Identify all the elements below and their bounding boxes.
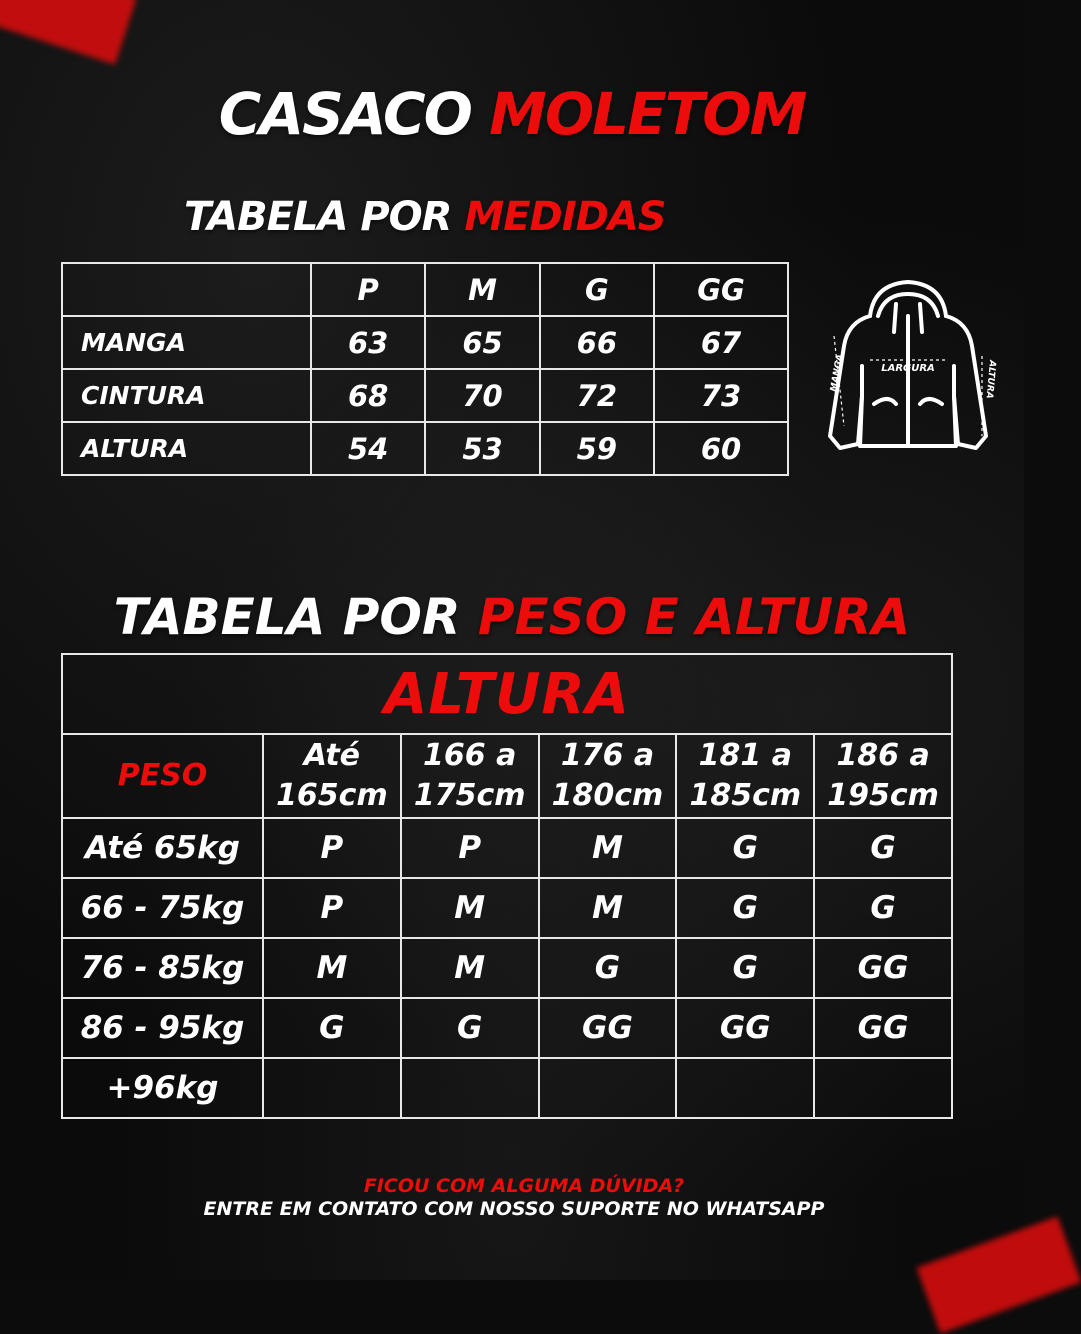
table-row <box>62 1058 952 1118</box>
size-cell: GG <box>814 998 952 1058</box>
weight-height-section-title <box>0 588 1024 646</box>
table-row <box>62 878 952 938</box>
measure-cell: 60 <box>654 422 788 475</box>
height-range-line1: 176 a <box>560 738 655 773</box>
size-header-cell: P <box>311 263 425 316</box>
size-header-cell: GG <box>654 263 788 316</box>
measure-cell: 66 <box>540 316 654 369</box>
measures-table <box>61 262 789 476</box>
hoodie-label-manga: MANGA <box>829 353 846 393</box>
measure-cell: 63 <box>311 316 425 369</box>
height-range-line1: 181 a <box>698 738 792 773</box>
measure-cell: 73 <box>654 369 788 422</box>
measure-cell: 53 <box>425 422 539 475</box>
measure-cell: 65 <box>425 316 539 369</box>
size-cell: G <box>401 998 539 1058</box>
size-cell: G <box>814 878 952 938</box>
measures-header-row <box>62 263 788 316</box>
height-range-cell <box>401 734 539 818</box>
weight-label: Até 65kg <box>62 818 263 878</box>
footer-contact: ENTRE EM CONTATO COM NOSSO SUPORTE NO WHATSAPP <box>203 1198 825 1220</box>
size-cell <box>814 1058 952 1118</box>
size-cell <box>263 1058 401 1118</box>
hoodie-label-largura: LARGURA <box>881 363 935 374</box>
size-header-cell: G <box>540 263 654 316</box>
page-title <box>0 80 1024 148</box>
size-cell: GG <box>676 998 814 1058</box>
size-cell: G <box>676 818 814 878</box>
weight-height-table <box>61 653 953 1119</box>
height-range-line2: 195cm <box>827 778 939 813</box>
measures-section-title <box>184 194 666 240</box>
height-range-cell <box>676 734 814 818</box>
row-label: MANGA <box>62 316 311 369</box>
table-row <box>62 938 952 998</box>
weight-label: 76 - 85kg <box>62 938 263 998</box>
height-range-cell <box>263 734 401 818</box>
hoodie-label-altura: ALTURA <box>983 359 997 400</box>
size-cell: GG <box>539 998 677 1058</box>
height-ranges-row <box>62 734 952 818</box>
size-cell: P <box>401 818 539 878</box>
size-cell: P <box>263 818 401 878</box>
height-range-line1: Até <box>303 738 361 773</box>
table-row <box>62 998 952 1058</box>
peso-header: PESO <box>62 734 263 818</box>
size-cell: M <box>539 818 677 878</box>
measures-title-part2: MEDIDAS <box>464 194 666 240</box>
measure-cell: 70 <box>425 369 539 422</box>
measure-cell: 54 <box>311 422 425 475</box>
height-range-cell <box>814 734 952 818</box>
footer-question: FICOU COM ALGUMA DÚVIDA? <box>363 1175 685 1197</box>
size-cell <box>539 1058 677 1118</box>
weight-label: +96kg <box>62 1058 263 1118</box>
size-cell: G <box>676 938 814 998</box>
size-cell: M <box>401 938 539 998</box>
size-cell: G <box>676 878 814 938</box>
height-range-line1: 186 a <box>836 738 930 773</box>
row-label: ALTURA <box>62 422 311 475</box>
table-row <box>62 818 952 878</box>
height-range-cell <box>539 734 677 818</box>
size-cell: M <box>401 878 539 938</box>
height-range-line2: 165cm <box>276 778 388 813</box>
measure-cell: 72 <box>540 369 654 422</box>
title-part1: CASACO <box>218 80 471 148</box>
size-header-cell: M <box>425 263 539 316</box>
altura-header: ALTURA <box>62 654 952 734</box>
size-cell: M <box>263 938 401 998</box>
height-range-line2: 180cm <box>551 778 664 813</box>
size-cell: GG <box>814 938 952 998</box>
size-cell: G <box>539 938 677 998</box>
size-cell: M <box>539 878 677 938</box>
measures-title-part1: TABELA POR <box>184 194 452 240</box>
height-range-line2: 185cm <box>689 778 802 813</box>
size-cell <box>401 1058 539 1118</box>
size-cell <box>676 1058 814 1118</box>
altura-header-row <box>62 654 952 734</box>
measure-cell: 59 <box>540 422 654 475</box>
measure-cell: 68 <box>311 369 425 422</box>
empty-header-cell <box>62 263 311 316</box>
row-label: CINTURA <box>62 369 311 422</box>
title-part2: MOLETOM <box>489 80 806 148</box>
measure-cell: 67 <box>654 316 788 369</box>
weight-label: 66 - 75kg <box>62 878 263 938</box>
height-range-line2: 175cm <box>413 778 526 813</box>
weight-label: 86 - 95kg <box>62 998 263 1058</box>
size-cell: G <box>814 818 952 878</box>
size-cell: G <box>263 998 401 1058</box>
hoodie-diagram-icon <box>822 276 997 462</box>
wh-title-part1: TABELA POR <box>113 588 461 646</box>
wh-title-part2: PESO E ALTURA <box>477 588 911 646</box>
size-cell: P <box>263 878 401 938</box>
table-row <box>62 422 788 475</box>
height-range-line1: 166 a <box>423 738 517 773</box>
table-row <box>62 369 788 422</box>
table-row <box>62 316 788 369</box>
